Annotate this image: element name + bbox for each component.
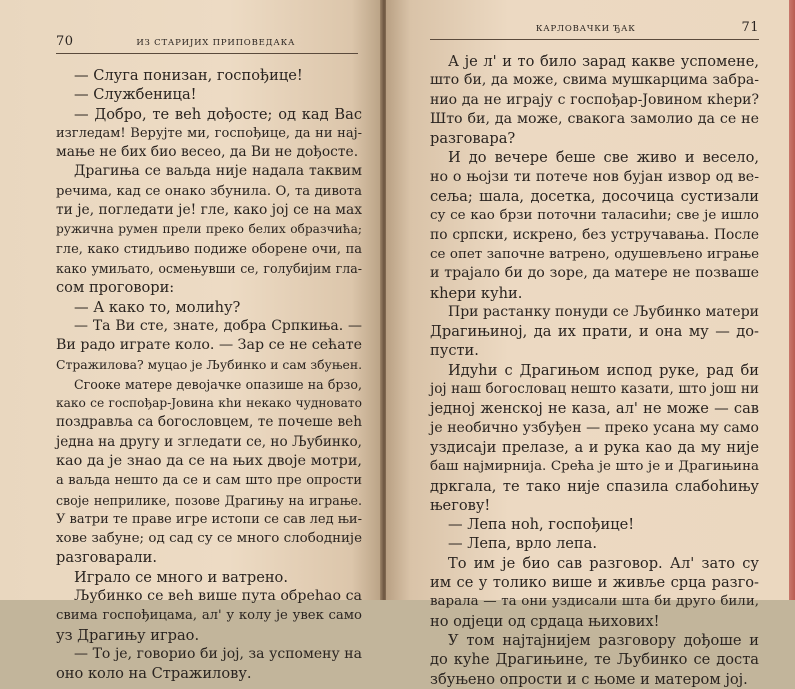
text-line: његову! <box>430 496 491 514</box>
left-page-header <box>56 34 358 54</box>
text-line: оно коло на Стражилову. <box>56 665 252 683</box>
text-line: а ваљда нешто да се и сам што пре опрости <box>56 473 362 489</box>
text-line: То им је био сав разговор. Ал' зато су <box>448 554 759 572</box>
text-line: ружична румен прели преко белих образчића; <box>56 222 362 237</box>
right-page <box>386 0 795 688</box>
text-line: но о њојзи ти потече нов бујан извор од ве- <box>430 168 759 185</box>
text-line: уз Драгињу играо. <box>56 626 200 644</box>
text-line: варала — та они уздисали шта би друго били, <box>430 594 759 610</box>
left-page-body <box>56 66 362 684</box>
page-edge <box>789 0 795 600</box>
text-line: Што би, да може, свакога замолио да се не <box>430 110 759 127</box>
right-running-title: КАРЛОВАЧКИ ЂАК <box>535 24 636 34</box>
right-page-body <box>430 52 759 689</box>
text-line: Идуһи с Драгињом испод руке, рад би <box>448 361 759 379</box>
text-line: пусти. <box>430 342 479 360</box>
text-line: су се као брзи поточни таласиһи; све је ишло <box>430 208 759 224</box>
text-line: При растанку понуди се Љубинко матери <box>448 303 759 320</box>
text-line: разговарали. <box>56 549 158 567</box>
text-line: сеља; шала, досетка, досочица сустизали <box>430 188 759 206</box>
text-line: је необично узбуђен — преко усана му само <box>430 419 759 436</box>
text-line: гле, како стидљиво подиже оборене очи, па <box>56 241 362 257</box>
text-line: Љубинко се веһ више пута обреһао са <box>74 588 362 605</box>
text-line: уздисаји прелазе, а и рука као да му није <box>430 438 759 456</box>
text-line: У ватри те праве игре истопи се сав лед њи- <box>56 511 362 527</box>
text-line: — Слуга понизан, госпођице! <box>74 67 303 84</box>
text-line: Стражилова? муцао је Љубинко и сам збуњен. <box>56 357 363 373</box>
text-line: као да је знао да се на њих двоје мотри, <box>56 452 362 469</box>
text-line: — Лепа, врло лепа. <box>448 535 597 553</box>
right-page-number: 71 <box>741 20 759 35</box>
text-line: но одјеци од срдаца њихових! <box>430 612 660 630</box>
text-line: баш најмирнија. Срећа је што је и Драгињина <box>430 459 759 475</box>
text-line: И до вечере беше све живо и весело, <box>448 149 759 167</box>
text-line: једна на другу и згледати се, но Љубинко, <box>56 433 362 450</box>
right-page-header <box>430 20 759 40</box>
text-line: У том најтајнијем разговору дођоше и <box>448 631 759 649</box>
text-line: сом проговори: <box>56 279 175 297</box>
text-line: се опет започне ватрено, одушевљено играње <box>430 246 759 262</box>
text-line: збуњено опрости и с њоме и матером јој. <box>430 670 748 688</box>
text-line: кһери куһи. <box>430 284 523 302</box>
text-line: једној женској не каза, ал' не може — сав <box>430 400 759 418</box>
text-line: хове забуне; од сад су се много слободније <box>56 531 362 547</box>
text-line: нио да не играју с госпођар-Јовином кһери? <box>430 91 759 108</box>
text-line: изгледам! Верујте ми, госпођице, да ни нај- <box>56 125 362 141</box>
text-line: до куһе Драгињине, те Љубинко се доста <box>430 651 759 669</box>
text-line: јој наш богословац нешто казати, што још ни <box>430 381 759 398</box>
text-line: — То је, говорио би јој, за успомену на <box>74 645 362 662</box>
text-line: свима госпођицама, ал' у колу је увек само <box>56 608 362 624</box>
text-line: А је л' и то било зарад какве успомене, <box>448 53 759 70</box>
text-line: — Та Ви сте, знате, добра Српкиња. — <box>74 317 362 334</box>
text-line: Драгиња се ваљда није надала таквим <box>74 163 362 180</box>
text-line: им се у толико више и живље срца разго- <box>430 574 759 592</box>
text-line: ти је, погледати је! гле, како јој се на мах <box>56 202 362 219</box>
text-line: мање не бих био весео, да Ви не дођосте. <box>56 144 359 161</box>
text-line: поздравља са богословцем, те почеше веһ <box>56 414 362 431</box>
text-line: и трајало би до зоре, да матере не позваше <box>430 265 759 282</box>
text-line: — Службеница! <box>74 86 197 104</box>
text-line: речима, кад се онако збунила. О, та дивота <box>56 183 362 199</box>
text-line: разговара? <box>430 130 516 148</box>
text-line: — Лепа ноһ, госпођице! <box>448 516 635 534</box>
text-line: што би, да може, свима мушкарцима забра- <box>430 72 759 89</box>
text-line: Ви радо играте коло. — Зар се не сећате <box>56 337 362 354</box>
text-line: Драгињиној, да их прати, и она му — до- <box>430 323 759 341</box>
text-line: своје неприлике, позове Драгињу на играње. <box>56 492 362 508</box>
text-line: како се госпођар-Јовина кһи некако чудновато <box>56 396 362 411</box>
text-line: дркгала, те тако није спазила слабоһињу <box>430 477 759 495</box>
text-line: — А како то, молиһу? <box>74 298 241 316</box>
text-line: како умиљато, осмењувши се, голубијим гла- <box>56 260 362 276</box>
text-line: Играло се много и ватрено. <box>74 568 288 586</box>
left-page <box>0 0 382 683</box>
text-line: по српски, искрено, без устручавања. После <box>430 226 759 243</box>
text-line: — Добро, те веһ дођосте; од кад Вас <box>74 105 362 123</box>
text-line: Сгооке матере девојачке опазише на брзо, <box>74 376 362 392</box>
left-running-title: ИЗ СТАРИЈИХ ПРИПОВЕДАКА <box>136 38 296 48</box>
left-page-number: 70 <box>56 34 74 49</box>
